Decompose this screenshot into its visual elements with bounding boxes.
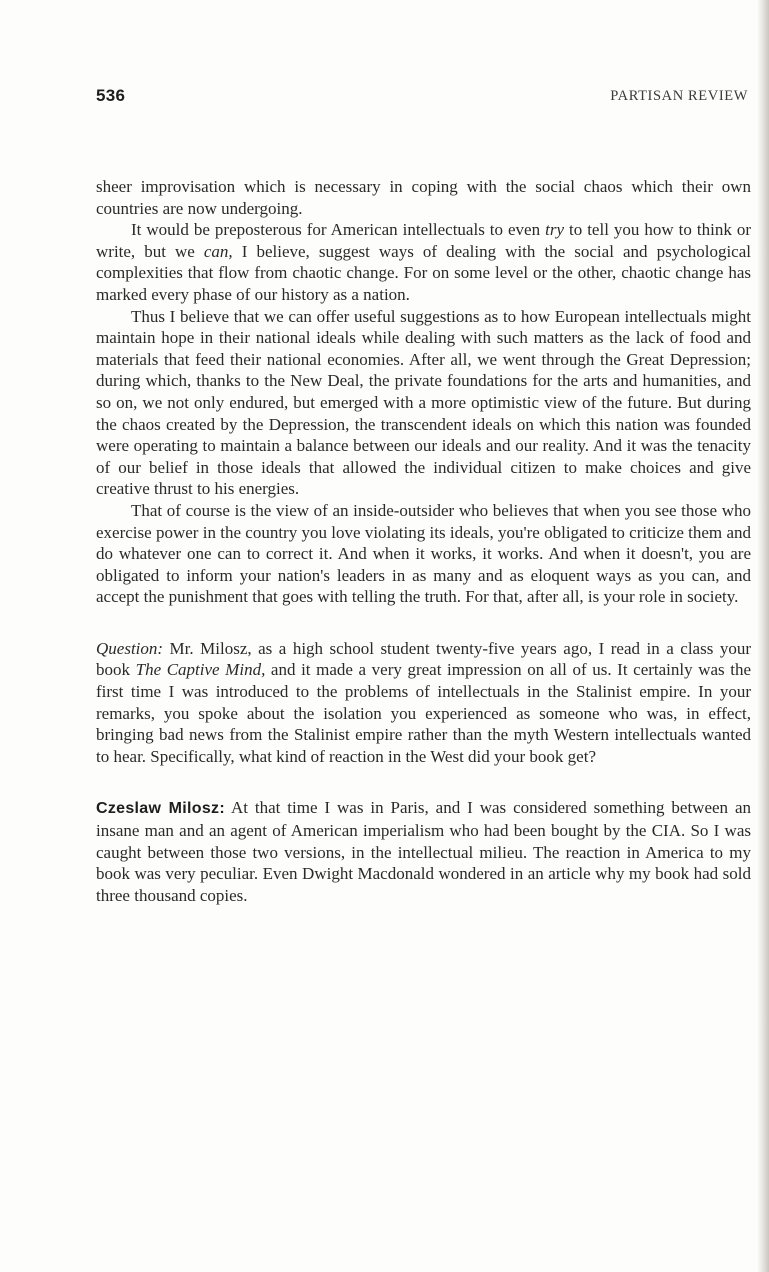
paragraph-text: I believe, suggest ways of dealing with the social and psychological complexities that flow from chaotic change. For on some level or the other, chaotic change has marked every phase of our history as a nation. (96, 241, 751, 304)
running-head (96, 86, 748, 110)
question-text: Mr. Milosz, as a high school student twenty-five years ago, I read in a class your book (96, 638, 751, 680)
paragraph-continuation: sheer improvisation which is necessary in coping with the social chaos which their own countries are now undergoing. (96, 177, 751, 218)
emphasis-can: can, (203, 241, 233, 261)
book-title: The Captive Mind, (135, 660, 266, 680)
paragraph-european-intellectuals: Thus I believe that we can offer useful suggestions as to how European intellectuals might maintain hope in their national ideals while dealing with such matters as the lack of food and materials that feed their national economies. After all, we went through the Great Depression; during which, thanks to the New Deal, the private foundations for the arts and humanities, and so on, we not only endured, but emerged with a more optimistic view of the future. But during the chaos created by the Depression, the transcendent ideals on which this nation was founded were operating to maintain a balance between our ideals and our reality. And it was the tenacity of our belief in those ideals that allowed the individual citizen to make choices and give creative thrust to his energies. (96, 306, 751, 499)
journal-title: PARTISAN REVIEW (610, 88, 748, 104)
paragraph-text: to tell you how to think or write, but we (96, 220, 752, 261)
page-number: 536 (96, 86, 126, 105)
speaker-name: Czeslaw Milosz: (96, 800, 225, 818)
paragraph-inside-outsider: That of course is the view of an inside-outsider who believes that when you see those who exercise power in the country you love violating its ideals, you're obligated to criticize them and do whatever one can to correct it. And when it works, it works. And when it doesn't, you are obligated to inform your nation's leaders in as many and as eloquent ways as you can, and accept the punishment that goes with telling the truth. For that, after all, is your role in society. (96, 500, 751, 607)
page-edge-shadow (757, 0, 769, 1272)
question-text: and it made a very great impression on all of us. It certainly was the first time I was introduced to the problems of intellectuals in the Stalinist empire. In your remarks, you spoke about the isolation you experienced as someone who was, in effect, bringing bad news from the Stalinist empire rather than the myth Western intellectuals wanted to hear. Specifically, what kind of reaction in the West did your book get? (96, 660, 752, 766)
paragraph-text: It would be preposterous for American intellectuals to even (131, 220, 546, 240)
answer-paragraph (96, 797, 751, 906)
question-label: Question: (96, 638, 164, 658)
emphasis-try: try (545, 220, 564, 240)
paragraph-american-intellectuals (96, 219, 751, 305)
answer-text: At that time I was in Paris, and I was considered something between an insane man and an agent of American imperialism who had been bought by the CIA. So I was caught between those two versions, in the intellectual milieu. The reaction in America to my book was very peculiar. Even Dwight Macdonald wondered in an article why my book had sold three thousand copies. (96, 798, 751, 905)
body-text (96, 176, 751, 906)
question-paragraph (96, 638, 751, 768)
